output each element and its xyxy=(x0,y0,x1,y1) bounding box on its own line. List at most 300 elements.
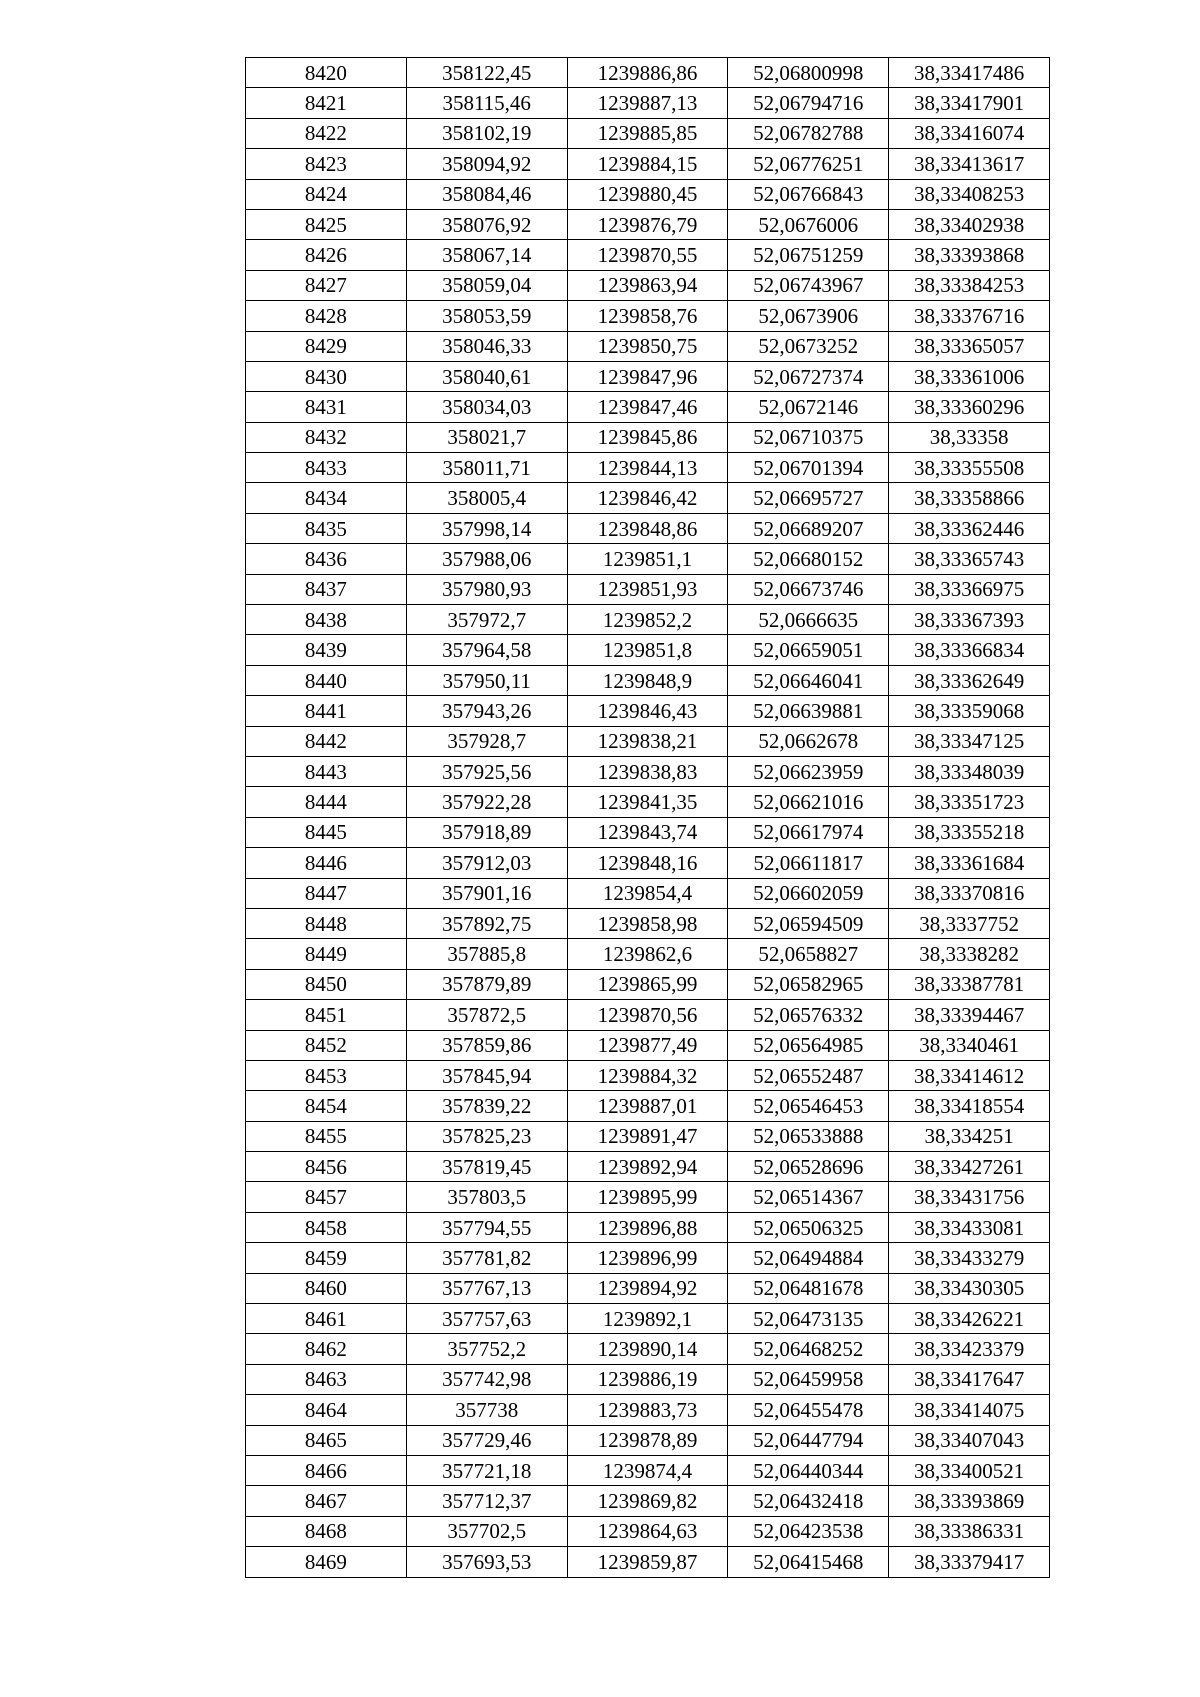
longitude-cell: 38,33408253 xyxy=(889,179,1050,209)
longitude-cell: 38,33407043 xyxy=(889,1425,1050,1455)
latitude-cell: 52,06552487 xyxy=(728,1060,889,1090)
y-coordinate-cell: 1239886,86 xyxy=(567,58,728,88)
table-row xyxy=(246,939,1050,969)
y-coordinate-cell: 1239863,94 xyxy=(567,270,728,300)
x-coordinate-cell: 357845,94 xyxy=(406,1060,567,1090)
table-row xyxy=(246,1547,1050,1577)
latitude-cell: 52,06440344 xyxy=(728,1455,889,1485)
latitude-cell: 52,06659051 xyxy=(728,635,889,665)
point-number-cell: 8428 xyxy=(246,301,407,331)
latitude-cell: 52,06533888 xyxy=(728,1121,889,1151)
longitude-cell: 38,33433279 xyxy=(889,1243,1050,1273)
x-coordinate-cell: 358094,92 xyxy=(406,149,567,179)
latitude-cell: 52,06695727 xyxy=(728,483,889,513)
x-coordinate-cell: 357721,18 xyxy=(406,1455,567,1485)
latitude-cell: 52,06481678 xyxy=(728,1273,889,1303)
point-number-cell: 8454 xyxy=(246,1091,407,1121)
table-row xyxy=(246,878,1050,908)
table-row xyxy=(246,453,1050,483)
y-coordinate-cell: 1239838,83 xyxy=(567,756,728,786)
longitude-cell: 38,33423379 xyxy=(889,1334,1050,1364)
table-row xyxy=(246,1486,1050,1516)
table-row xyxy=(246,301,1050,331)
longitude-cell: 38,33355218 xyxy=(889,817,1050,847)
x-coordinate-cell: 357972,7 xyxy=(406,605,567,635)
point-number-cell: 8425 xyxy=(246,209,407,239)
point-number-cell: 8452 xyxy=(246,1030,407,1060)
longitude-cell: 38,33366975 xyxy=(889,574,1050,604)
x-coordinate-cell: 357738 xyxy=(406,1395,567,1425)
point-number-cell: 8462 xyxy=(246,1334,407,1364)
y-coordinate-cell: 1239844,13 xyxy=(567,453,728,483)
longitude-cell: 38,33414612 xyxy=(889,1060,1050,1090)
y-coordinate-cell: 1239895,99 xyxy=(567,1182,728,1212)
table-row xyxy=(246,58,1050,88)
y-coordinate-cell: 1239869,82 xyxy=(567,1486,728,1516)
coordinates-table-body xyxy=(246,58,1050,1578)
table-row xyxy=(246,1091,1050,1121)
x-coordinate-cell: 357950,11 xyxy=(406,665,567,695)
table-row xyxy=(246,1516,1050,1546)
x-coordinate-cell: 357781,82 xyxy=(406,1243,567,1273)
table-row xyxy=(246,1304,1050,1334)
longitude-cell: 38,33414075 xyxy=(889,1395,1050,1425)
latitude-cell: 52,06447794 xyxy=(728,1425,889,1455)
y-coordinate-cell: 1239841,35 xyxy=(567,787,728,817)
point-number-cell: 8436 xyxy=(246,544,407,574)
point-number-cell: 8442 xyxy=(246,726,407,756)
longitude-cell: 38,33358 xyxy=(889,422,1050,452)
y-coordinate-cell: 1239847,96 xyxy=(567,361,728,391)
y-coordinate-cell: 1239880,45 xyxy=(567,179,728,209)
x-coordinate-cell: 358011,71 xyxy=(406,453,567,483)
longitude-cell: 38,33355508 xyxy=(889,453,1050,483)
latitude-cell: 52,06473135 xyxy=(728,1304,889,1334)
x-coordinate-cell: 358005,4 xyxy=(406,483,567,513)
point-number-cell: 8439 xyxy=(246,635,407,665)
latitude-cell: 52,06639881 xyxy=(728,696,889,726)
x-coordinate-cell: 358084,46 xyxy=(406,179,567,209)
longitude-cell: 38,33359068 xyxy=(889,696,1050,726)
table-row xyxy=(246,88,1050,118)
latitude-cell: 52,06432418 xyxy=(728,1486,889,1516)
y-coordinate-cell: 1239865,99 xyxy=(567,969,728,999)
longitude-cell: 38,33430305 xyxy=(889,1273,1050,1303)
longitude-cell: 38,33433081 xyxy=(889,1212,1050,1242)
point-number-cell: 8438 xyxy=(246,605,407,635)
y-coordinate-cell: 1239858,98 xyxy=(567,908,728,938)
longitude-cell: 38,33387781 xyxy=(889,969,1050,999)
longitude-cell: 38,33362446 xyxy=(889,513,1050,543)
y-coordinate-cell: 1239859,87 xyxy=(567,1547,728,1577)
y-coordinate-cell: 1239848,16 xyxy=(567,848,728,878)
point-number-cell: 8463 xyxy=(246,1364,407,1394)
y-coordinate-cell: 1239876,79 xyxy=(567,209,728,239)
y-coordinate-cell: 1239864,63 xyxy=(567,1516,728,1546)
x-coordinate-cell: 357892,75 xyxy=(406,908,567,938)
point-number-cell: 8450 xyxy=(246,969,407,999)
y-coordinate-cell: 1239870,55 xyxy=(567,240,728,270)
y-coordinate-cell: 1239884,32 xyxy=(567,1060,728,1090)
latitude-cell: 52,0673252 xyxy=(728,331,889,361)
longitude-cell: 38,33418554 xyxy=(889,1091,1050,1121)
x-coordinate-cell: 357901,16 xyxy=(406,878,567,908)
x-coordinate-cell: 358122,45 xyxy=(406,58,567,88)
table-row xyxy=(246,1030,1050,1060)
y-coordinate-cell: 1239890,14 xyxy=(567,1334,728,1364)
point-number-cell: 8456 xyxy=(246,1152,407,1182)
x-coordinate-cell: 357742,98 xyxy=(406,1364,567,1394)
table-row xyxy=(246,574,1050,604)
table-row xyxy=(246,848,1050,878)
longitude-cell: 38,33367393 xyxy=(889,605,1050,635)
table-row xyxy=(246,1060,1050,1090)
point-number-cell: 8440 xyxy=(246,665,407,695)
point-number-cell: 8435 xyxy=(246,513,407,543)
y-coordinate-cell: 1239896,99 xyxy=(567,1243,728,1273)
latitude-cell: 52,06582965 xyxy=(728,969,889,999)
y-coordinate-cell: 1239851,1 xyxy=(567,544,728,574)
coordinates-table xyxy=(245,57,1050,1578)
point-number-cell: 8446 xyxy=(246,848,407,878)
x-coordinate-cell: 358115,46 xyxy=(406,88,567,118)
point-number-cell: 8467 xyxy=(246,1486,407,1516)
latitude-cell: 52,06743967 xyxy=(728,270,889,300)
longitude-cell: 38,33366834 xyxy=(889,635,1050,665)
latitude-cell: 52,0658827 xyxy=(728,939,889,969)
table-row xyxy=(246,908,1050,938)
latitude-cell: 52,06701394 xyxy=(728,453,889,483)
table-row xyxy=(246,1121,1050,1151)
y-coordinate-cell: 1239878,89 xyxy=(567,1425,728,1455)
table-row xyxy=(246,726,1050,756)
y-coordinate-cell: 1239892,94 xyxy=(567,1152,728,1182)
x-coordinate-cell: 357925,56 xyxy=(406,756,567,786)
longitude-cell: 38,33416074 xyxy=(889,118,1050,148)
longitude-cell: 38,33360296 xyxy=(889,392,1050,422)
latitude-cell: 52,06794716 xyxy=(728,88,889,118)
latitude-cell: 52,06459958 xyxy=(728,1364,889,1394)
point-number-cell: 8445 xyxy=(246,817,407,847)
table-row xyxy=(246,756,1050,786)
x-coordinate-cell: 357702,5 xyxy=(406,1516,567,1546)
latitude-cell: 52,0666635 xyxy=(728,605,889,635)
point-number-cell: 8431 xyxy=(246,392,407,422)
x-coordinate-cell: 358067,14 xyxy=(406,240,567,270)
longitude-cell: 38,3337752 xyxy=(889,908,1050,938)
x-coordinate-cell: 357879,89 xyxy=(406,969,567,999)
y-coordinate-cell: 1239887,13 xyxy=(567,88,728,118)
x-coordinate-cell: 357712,37 xyxy=(406,1486,567,1516)
longitude-cell: 38,33361684 xyxy=(889,848,1050,878)
table-row xyxy=(246,969,1050,999)
latitude-cell: 52,0676006 xyxy=(728,209,889,239)
latitude-cell: 52,06546453 xyxy=(728,1091,889,1121)
point-number-cell: 8424 xyxy=(246,179,407,209)
table-row xyxy=(246,1212,1050,1242)
point-number-cell: 8459 xyxy=(246,1243,407,1273)
x-coordinate-cell: 358053,59 xyxy=(406,301,567,331)
table-row xyxy=(246,1364,1050,1394)
table-row xyxy=(246,1395,1050,1425)
point-number-cell: 8469 xyxy=(246,1547,407,1577)
x-coordinate-cell: 357752,2 xyxy=(406,1334,567,1364)
y-coordinate-cell: 1239883,73 xyxy=(567,1395,728,1425)
longitude-cell: 38,33361006 xyxy=(889,361,1050,391)
point-number-cell: 8437 xyxy=(246,574,407,604)
latitude-cell: 52,06800998 xyxy=(728,58,889,88)
latitude-cell: 52,06528696 xyxy=(728,1152,889,1182)
latitude-cell: 52,06514367 xyxy=(728,1182,889,1212)
x-coordinate-cell: 358021,7 xyxy=(406,422,567,452)
longitude-cell: 38,33376716 xyxy=(889,301,1050,331)
latitude-cell: 52,06621016 xyxy=(728,787,889,817)
point-number-cell: 8444 xyxy=(246,787,407,817)
longitude-cell: 38,33358866 xyxy=(889,483,1050,513)
latitude-cell: 52,06468252 xyxy=(728,1334,889,1364)
latitude-cell: 52,0662678 xyxy=(728,726,889,756)
table-row xyxy=(246,787,1050,817)
point-number-cell: 8461 xyxy=(246,1304,407,1334)
longitude-cell: 38,3340461 xyxy=(889,1030,1050,1060)
longitude-cell: 38,33417486 xyxy=(889,58,1050,88)
y-coordinate-cell: 1239858,76 xyxy=(567,301,728,331)
y-coordinate-cell: 1239846,43 xyxy=(567,696,728,726)
x-coordinate-cell: 357943,26 xyxy=(406,696,567,726)
x-coordinate-cell: 357859,86 xyxy=(406,1030,567,1060)
x-coordinate-cell: 357922,28 xyxy=(406,787,567,817)
table-row xyxy=(246,665,1050,695)
y-coordinate-cell: 1239887,01 xyxy=(567,1091,728,1121)
x-coordinate-cell: 358059,04 xyxy=(406,270,567,300)
x-coordinate-cell: 357885,8 xyxy=(406,939,567,969)
y-coordinate-cell: 1239854,4 xyxy=(567,878,728,908)
longitude-cell: 38,33365743 xyxy=(889,544,1050,574)
longitude-cell: 38,33379417 xyxy=(889,1547,1050,1577)
x-coordinate-cell: 357729,46 xyxy=(406,1425,567,1455)
point-number-cell: 8466 xyxy=(246,1455,407,1485)
y-coordinate-cell: 1239894,92 xyxy=(567,1273,728,1303)
table-row xyxy=(246,392,1050,422)
y-coordinate-cell: 1239862,6 xyxy=(567,939,728,969)
point-number-cell: 8458 xyxy=(246,1212,407,1242)
point-number-cell: 8427 xyxy=(246,270,407,300)
x-coordinate-cell: 357839,22 xyxy=(406,1091,567,1121)
longitude-cell: 38,33417647 xyxy=(889,1364,1050,1394)
point-number-cell: 8441 xyxy=(246,696,407,726)
x-coordinate-cell: 357872,5 xyxy=(406,1000,567,1030)
y-coordinate-cell: 1239896,88 xyxy=(567,1212,728,1242)
longitude-cell: 38,33351723 xyxy=(889,787,1050,817)
latitude-cell: 52,06623959 xyxy=(728,756,889,786)
table-row xyxy=(246,696,1050,726)
table-row xyxy=(246,1455,1050,1485)
point-number-cell: 8430 xyxy=(246,361,407,391)
y-coordinate-cell: 1239845,86 xyxy=(567,422,728,452)
point-number-cell: 8451 xyxy=(246,1000,407,1030)
y-coordinate-cell: 1239892,1 xyxy=(567,1304,728,1334)
latitude-cell: 52,06564985 xyxy=(728,1030,889,1060)
x-coordinate-cell: 358046,33 xyxy=(406,331,567,361)
longitude-cell: 38,33402938 xyxy=(889,209,1050,239)
latitude-cell: 52,06782788 xyxy=(728,118,889,148)
x-coordinate-cell: 357912,03 xyxy=(406,848,567,878)
latitude-cell: 52,06617974 xyxy=(728,817,889,847)
table-row xyxy=(246,1152,1050,1182)
y-coordinate-cell: 1239884,15 xyxy=(567,149,728,179)
point-number-cell: 8460 xyxy=(246,1273,407,1303)
y-coordinate-cell: 1239886,19 xyxy=(567,1364,728,1394)
longitude-cell: 38,33365057 xyxy=(889,331,1050,361)
y-coordinate-cell: 1239851,93 xyxy=(567,574,728,604)
latitude-cell: 52,06602059 xyxy=(728,878,889,908)
table-row xyxy=(246,270,1050,300)
x-coordinate-cell: 358102,19 xyxy=(406,118,567,148)
x-coordinate-cell: 357794,55 xyxy=(406,1212,567,1242)
x-coordinate-cell: 357819,45 xyxy=(406,1152,567,1182)
table-row xyxy=(246,118,1050,148)
point-number-cell: 8448 xyxy=(246,908,407,938)
point-number-cell: 8432 xyxy=(246,422,407,452)
point-number-cell: 8468 xyxy=(246,1516,407,1546)
point-number-cell: 8434 xyxy=(246,483,407,513)
x-coordinate-cell: 357998,14 xyxy=(406,513,567,543)
longitude-cell: 38,33427261 xyxy=(889,1152,1050,1182)
x-coordinate-cell: 358076,92 xyxy=(406,209,567,239)
x-coordinate-cell: 357803,5 xyxy=(406,1182,567,1212)
y-coordinate-cell: 1239850,75 xyxy=(567,331,728,361)
y-coordinate-cell: 1239843,74 xyxy=(567,817,728,847)
x-coordinate-cell: 357988,06 xyxy=(406,544,567,574)
point-number-cell: 8420 xyxy=(246,58,407,88)
x-coordinate-cell: 357693,53 xyxy=(406,1547,567,1577)
table-row xyxy=(246,483,1050,513)
point-number-cell: 8423 xyxy=(246,149,407,179)
latitude-cell: 52,06646041 xyxy=(728,665,889,695)
point-number-cell: 8447 xyxy=(246,878,407,908)
longitude-cell: 38,33386331 xyxy=(889,1516,1050,1546)
x-coordinate-cell: 358040,61 xyxy=(406,361,567,391)
table-row xyxy=(246,1243,1050,1273)
point-number-cell: 8465 xyxy=(246,1425,407,1455)
latitude-cell: 52,06506325 xyxy=(728,1212,889,1242)
table-row xyxy=(246,179,1050,209)
point-number-cell: 8464 xyxy=(246,1395,407,1425)
table-row xyxy=(246,635,1050,665)
longitude-cell: 38,33431756 xyxy=(889,1182,1050,1212)
latitude-cell: 52,0672146 xyxy=(728,392,889,422)
y-coordinate-cell: 1239848,9 xyxy=(567,665,728,695)
latitude-cell: 52,06710375 xyxy=(728,422,889,452)
table-row xyxy=(246,240,1050,270)
table-row xyxy=(246,1182,1050,1212)
latitude-cell: 52,06673746 xyxy=(728,574,889,604)
y-coordinate-cell: 1239870,56 xyxy=(567,1000,728,1030)
table-row xyxy=(246,149,1050,179)
latitude-cell: 52,06594509 xyxy=(728,908,889,938)
point-number-cell: 8421 xyxy=(246,88,407,118)
point-number-cell: 8429 xyxy=(246,331,407,361)
x-coordinate-cell: 357825,23 xyxy=(406,1121,567,1151)
longitude-cell: 38,33393868 xyxy=(889,240,1050,270)
latitude-cell: 52,06727374 xyxy=(728,361,889,391)
y-coordinate-cell: 1239885,85 xyxy=(567,118,728,148)
point-number-cell: 8449 xyxy=(246,939,407,969)
y-coordinate-cell: 1239847,46 xyxy=(567,392,728,422)
table-row xyxy=(246,209,1050,239)
table-row xyxy=(246,513,1050,543)
table-row xyxy=(246,331,1050,361)
point-number-cell: 8453 xyxy=(246,1060,407,1090)
y-coordinate-cell: 1239891,47 xyxy=(567,1121,728,1151)
table-row xyxy=(246,1273,1050,1303)
table-row xyxy=(246,605,1050,635)
latitude-cell: 52,06415468 xyxy=(728,1547,889,1577)
latitude-cell: 52,06423538 xyxy=(728,1516,889,1546)
latitude-cell: 52,06576332 xyxy=(728,1000,889,1030)
longitude-cell: 38,33362649 xyxy=(889,665,1050,695)
x-coordinate-cell: 357928,7 xyxy=(406,726,567,756)
latitude-cell: 52,06611817 xyxy=(728,848,889,878)
y-coordinate-cell: 1239848,86 xyxy=(567,513,728,543)
x-coordinate-cell: 358034,03 xyxy=(406,392,567,422)
latitude-cell: 52,06776251 xyxy=(728,149,889,179)
longitude-cell: 38,33393869 xyxy=(889,1486,1050,1516)
point-number-cell: 8433 xyxy=(246,453,407,483)
longitude-cell: 38,33347125 xyxy=(889,726,1050,756)
table-row xyxy=(246,817,1050,847)
longitude-cell: 38,33394467 xyxy=(889,1000,1050,1030)
x-coordinate-cell: 357757,63 xyxy=(406,1304,567,1334)
point-number-cell: 8443 xyxy=(246,756,407,786)
longitude-cell: 38,3338282 xyxy=(889,939,1050,969)
table-row xyxy=(246,544,1050,574)
y-coordinate-cell: 1239874,4 xyxy=(567,1455,728,1485)
x-coordinate-cell: 357918,89 xyxy=(406,817,567,847)
latitude-cell: 52,0673906 xyxy=(728,301,889,331)
y-coordinate-cell: 1239838,21 xyxy=(567,726,728,756)
point-number-cell: 8422 xyxy=(246,118,407,148)
longitude-cell: 38,33413617 xyxy=(889,149,1050,179)
y-coordinate-cell: 1239846,42 xyxy=(567,483,728,513)
x-coordinate-cell: 357964,58 xyxy=(406,635,567,665)
y-coordinate-cell: 1239852,2 xyxy=(567,605,728,635)
latitude-cell: 52,06766843 xyxy=(728,179,889,209)
point-number-cell: 8426 xyxy=(246,240,407,270)
longitude-cell: 38,33417901 xyxy=(889,88,1050,118)
x-coordinate-cell: 357980,93 xyxy=(406,574,567,604)
longitude-cell: 38,33426221 xyxy=(889,1304,1050,1334)
latitude-cell: 52,06680152 xyxy=(728,544,889,574)
table-row xyxy=(246,422,1050,452)
longitude-cell: 38,334251 xyxy=(889,1121,1050,1151)
longitude-cell: 38,33384253 xyxy=(889,270,1050,300)
x-coordinate-cell: 357767,13 xyxy=(406,1273,567,1303)
longitude-cell: 38,33400521 xyxy=(889,1455,1050,1485)
latitude-cell: 52,06455478 xyxy=(728,1395,889,1425)
table-row xyxy=(246,361,1050,391)
y-coordinate-cell: 1239877,49 xyxy=(567,1030,728,1060)
longitude-cell: 38,33370816 xyxy=(889,878,1050,908)
table-row xyxy=(246,1425,1050,1455)
y-coordinate-cell: 1239851,8 xyxy=(567,635,728,665)
point-number-cell: 8455 xyxy=(246,1121,407,1151)
table-row xyxy=(246,1334,1050,1364)
latitude-cell: 52,06751259 xyxy=(728,240,889,270)
point-number-cell: 8457 xyxy=(246,1182,407,1212)
latitude-cell: 52,06689207 xyxy=(728,513,889,543)
longitude-cell: 38,33348039 xyxy=(889,756,1050,786)
